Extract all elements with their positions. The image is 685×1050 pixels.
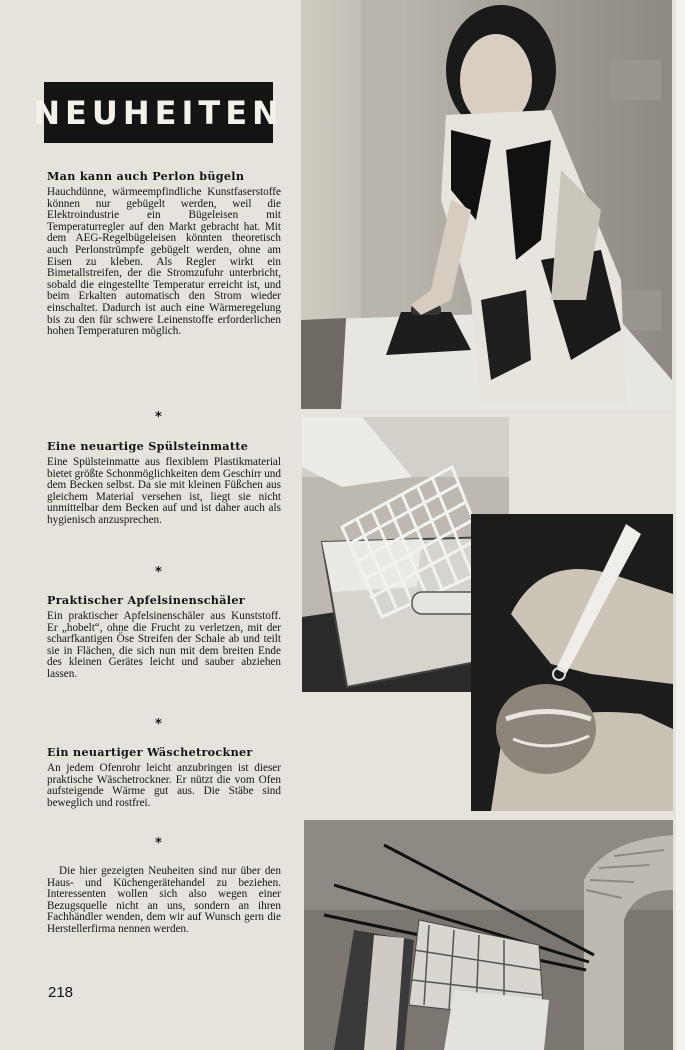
article-orange-peeler bbox=[47, 594, 281, 681]
article-body: Hauchdünne, wärmeempfindliche Kunstfaserstoffe können nur gebügelt werden, weil die Elektroindustrie ein Bügeleisen mit Temperaturregler auf den Markt gebracht hat. Mit dem AEG-Regelbügeleisen könnten theoretisch auch Perlonstrümpfe gebügelt werden, ohne am Eisen zu kleben. Als Regler wirkt ein Bimetallstreifen, der die Stromzufuhr unterbricht, sobald die eingestellte Temperatur erreicht ist, und beim Erkalten automatisch den Strom wieder einschaltet. Dadurch ist auch eine Wärmeregelung bis zu den für schwere Leinenstoffe erforderlichen hohen Temperaturen möglich. bbox=[47, 186, 281, 338]
separator-star: * bbox=[155, 717, 162, 732]
clothes-dryer-icon bbox=[304, 820, 673, 1050]
article-body: Eine Spülsteinmatte aus flexiblem Plastikmaterial bietet größte Schonmöglichkeiten dem Geschirr und dem Becken selbst. Da sie mit kleinen Füßchen aus gleichem Material versehen ist, liegt sie nicht unmittelbar dem Becken auf und ist daher auch als hygienisch anzusprechen. bbox=[47, 456, 281, 526]
article-body: Ein praktischer Apfelsinenschäler aus Kunststoff. Er „hobelt“, ohne die Frucht zu verletzen, mit der scharfkantigen Öse Streifen der Schale ab und teilt sie in Flächen, die sich nun mit dem breiten Ende des kleinen Gerätes leicht und sauber abziehen lassen. bbox=[47, 610, 281, 680]
separator-star: * bbox=[155, 410, 162, 425]
photo-woman-ironing bbox=[301, 0, 672, 409]
photo-orange-peeler bbox=[471, 514, 673, 811]
page-title: NEUHEITEN bbox=[33, 93, 284, 132]
page-number: 218 bbox=[48, 984, 74, 1001]
article-perlon-ironing bbox=[47, 170, 281, 338]
orange-peeler-icon bbox=[471, 514, 673, 811]
separator-star: * bbox=[155, 836, 162, 851]
closing-note: Die hier gezeigten Neuheiten sind nur über den Haus- und Küchengerätehandel zu beziehen. Interessenten wollen sich also wegen einer Bezugsquelle nicht an uns, sondern an ihren Fachhändler wenden, dem wir auf Wunsch gern die Herstellerfirma nennen werden. bbox=[47, 865, 281, 935]
page-title-banner bbox=[33, 82, 284, 143]
article-heading: Ein neuartiger Wäschetrockner bbox=[47, 745, 253, 759]
separator-star: * bbox=[155, 565, 162, 580]
article-body: An jedem Ofenrohr leicht anzubringen ist dieser praktische Wäschetrockner. Er nützt die vom Ofen aufsteigende Wärme gut aus. Die Stäbe sind beweglich und rostfrei. bbox=[47, 762, 281, 809]
page-edge bbox=[676, 0, 685, 1050]
article-heading: Eine neuartige Spülsteinmatte bbox=[47, 439, 249, 453]
photo-clothes-dryer bbox=[304, 820, 673, 1050]
article-heading: Man kann auch Perlon bügeln bbox=[47, 169, 245, 183]
article-sink-mat bbox=[47, 440, 281, 527]
iron-icon bbox=[301, 0, 672, 409]
article-heading: Praktischer Apfelsinenschäler bbox=[47, 593, 245, 607]
closing-note-block bbox=[47, 866, 281, 936]
article-clothes-dryer bbox=[47, 746, 281, 809]
